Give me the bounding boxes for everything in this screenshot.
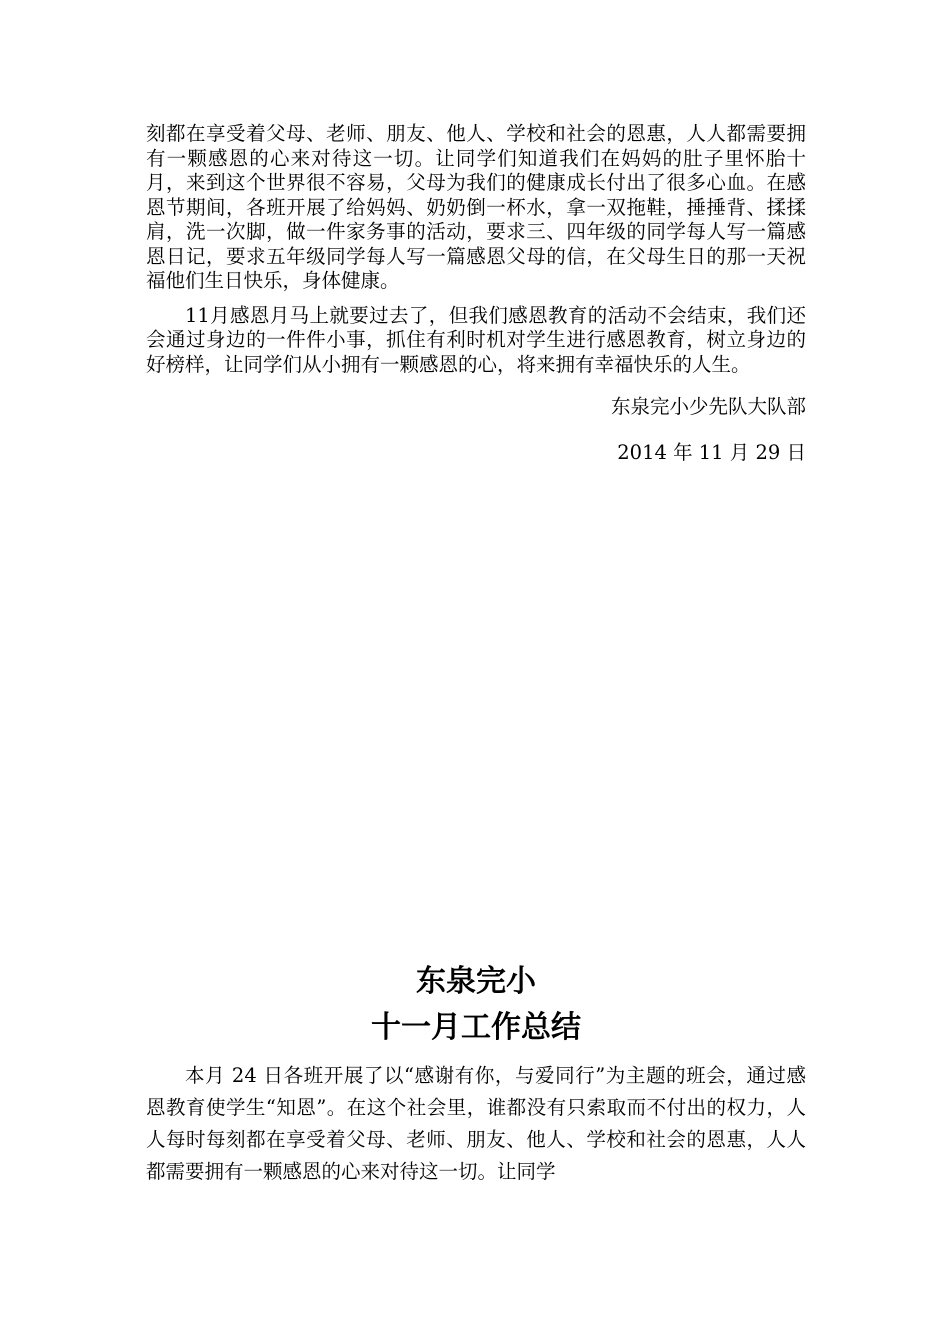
paragraph-closing: 11月感恩月马上就要过去了，但我们感恩教育的活动不会结束，我们还会通过身边的一件件小事，抓住有利时机对学生进行感恩教育，树立身边的好榜样，让同学们从小拥有一颗感恩的心，将来拥有幸福快乐的人生。	[146, 303, 806, 376]
paragraph-continued: 刻都在享受着父母、老师、朋友、他人、学校和社会的恩惠，人人都需要拥有一颗感恩的心来对待这一切。让同学们知道我们在妈妈的肚子里怀胎十月，来到这个世界很不容易，父母为我们的健康成长付出了很多心血。在感恩节期间，各班开展了给妈妈、奶奶倒一杯水，拿一双拖鞋，捶捶背、揉揉肩，洗一次脚，做一件家务事的活动，要求三、四年级的同学每人写一篇感恩日记，要求五年级同学每人写一篇感恩父母的信，在父母生日的那一天祝福他们生日快乐，身体健康。	[146, 122, 806, 292]
body-paragraph: 本月 24 日各班开展了以“感谢有你，与爱同行”为主题的班会，通过感恩教育使学生“知恩”。在这个社会里，谁都没有只索取而不付出的权力，人人每时每刻都在享受着父母、老师、朋友、他人、学校和社会的恩惠，人人都需要拥有一颗感恩的心来对待这一切。让同学	[146, 1064, 806, 1183]
previous-page-continuation	[146, 122, 806, 465]
document-title-summary: 十一月工作总结	[371, 1010, 581, 1045]
document-title-school: 东泉完小	[416, 964, 536, 999]
signature-organization: 东泉完小少先队大队部	[610, 395, 806, 418]
next-page-document	[146, 962, 806, 1208]
signature-date: 2014 年 11 月 29 日	[617, 441, 806, 464]
